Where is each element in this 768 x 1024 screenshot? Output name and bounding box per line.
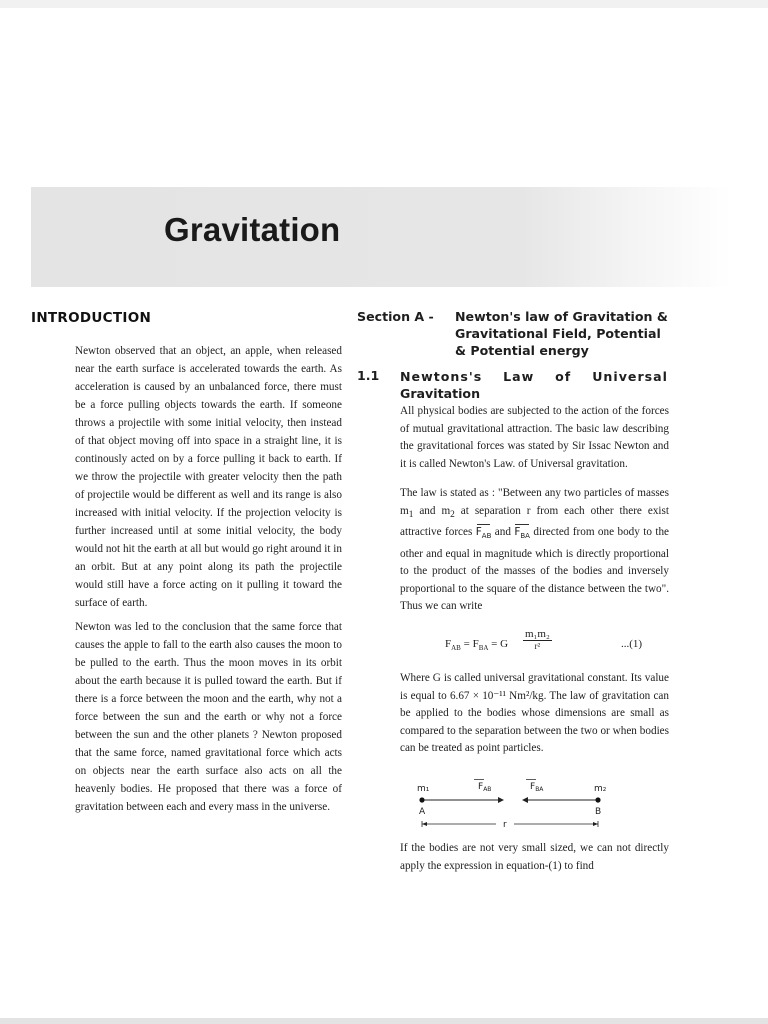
introduction-paragraph-1: Newton observed that an object, an apple, when released near the earth surface is accelerated towards the earth. As acceleration is caused by an unbalanced force, there must be a force pulling objects towards the earth. If someone throws a projectile with some initial velocity, then instead of that object moving off into space in a straight line, it is continously acted on by a force pulling it back to earth. If we throw the projectile with greater velocity then the path of projectile would be different as well and its range is also increased with initial velocity. If the projection velocity is further increased until at some initial velocity, the body would not hit the earth at all but would go right around it in an orbit. But at any point along its path the projectile would still have a force acting on it pulling it toward the surface of earth. (75, 345, 342, 609)
section-title (400, 368, 668, 402)
equation-numerator: m₁m₂ (525, 628, 550, 640)
force-ab-label: $F_{AB}$ (478, 782, 492, 793)
law-paragraph-1 (400, 403, 669, 473)
distance-arrow-right (593, 822, 598, 826)
force-ab-arrowhead (498, 797, 504, 803)
force-ba-arrowhead (522, 797, 528, 803)
section-a-title: Newton's law of Gravitation & Gravitational Field, Potential & Potential energy (455, 309, 668, 358)
section-title-word: Law (503, 369, 535, 384)
law-paragraph-3-text: Where G is called universal gravitational constant. Its value is equal to 6.67 × 10⁻¹¹ Nm²/kg. The law of gravitation can be applied to the bodies whose dimensions are small as compared to the separation between the two or when bodies can be treated as point particles. (400, 672, 669, 754)
subscript: 1 (408, 509, 414, 520)
mass-m2-label: m₂ (594, 784, 607, 794)
introduction-body (75, 342, 342, 822)
law-paragraph-2 (400, 485, 669, 616)
equation-fraction (523, 628, 552, 651)
law-text: and (491, 526, 515, 539)
gravitation-equation (445, 628, 675, 664)
law-paragraph-4-text: If the bodies are not very small sized, we can not directly apply the expression in equation-(1) to find (400, 842, 669, 872)
law-text: directed from one body to the other and equal in magnitude which is directly proportional to the product of the masses of the bodies and inversely proportional to the square of the distance between the two". Thus we can write (400, 526, 670, 613)
equation-denominator: r² (534, 641, 541, 651)
force-ab-symbol: $F_{AB}$ (476, 524, 492, 546)
law-paragraph-4 (400, 840, 669, 875)
two-mass-diagram (400, 778, 630, 839)
introduction-paragraph-2: Newton was led to the conclusion that the same force that causes the apple to fall to the earth also causes the moon to be pulled to the earth. Thus the moon moves in its orbit about the earth because it is pulled toward the earth. But if there is a force between the moon and the earth, why not a force between the sun and the earth or why not a force between the sun and the other planets ? Newton proposed that the same force, named gravitational force which acts on objects near the earth surface also acts on all the heavenly bodies. He proposed that there was a force of gravitation between each and every mass in the universe. (75, 621, 342, 813)
top-strip (0, 0, 768, 8)
section-a-lead: Section A - (357, 309, 434, 324)
introduction-heading: INTRODUCTION (31, 310, 152, 326)
chapter-banner (31, 187, 731, 287)
section-title-word: Universal (592, 369, 668, 384)
distance-arrow-left (422, 822, 427, 826)
section-title-word: Newtons's (400, 369, 483, 384)
point-b-label: B (595, 807, 602, 817)
two-mass-diagram-svg (400, 778, 630, 834)
equation-lhs: $F_{AB} = F_{BA} = G$ (445, 638, 509, 653)
section-number: 1.1 (357, 368, 380, 383)
law-paragraph-3 (400, 670, 669, 758)
law-text: and m (413, 504, 451, 517)
mass-b-point (595, 797, 600, 802)
law-paragraph-1-text: All physical bodies are subjected to the action of the forces of mutual gravitational attraction. The basic law describing the gravitational forces was stated by Sir Issac Newton and it is called Newton's Law. of Universal gravitation. (400, 405, 669, 470)
mass-m1-label: m₁ (417, 784, 430, 794)
equation-number: ...(1) (621, 638, 643, 650)
point-a-label: A (419, 807, 426, 817)
force-ba-label: $F_{BA}$ (530, 782, 544, 793)
subscript: 2 (450, 509, 455, 520)
section-title-line-2: Gravitation (400, 386, 481, 401)
distance-r-label: r (503, 820, 507, 830)
law-text: The law is stated as : "Between any two particles of masses m (400, 487, 669, 517)
law-text: at separation r from each other there exist attractive forces (400, 504, 669, 539)
section-title-word: of (555, 369, 572, 384)
force-ba-symbol: $F_{BA}$ (514, 524, 530, 546)
chapter-title: Gravitation (164, 211, 341, 248)
bottom-strip (0, 1018, 768, 1024)
mass-a-point (419, 797, 424, 802)
